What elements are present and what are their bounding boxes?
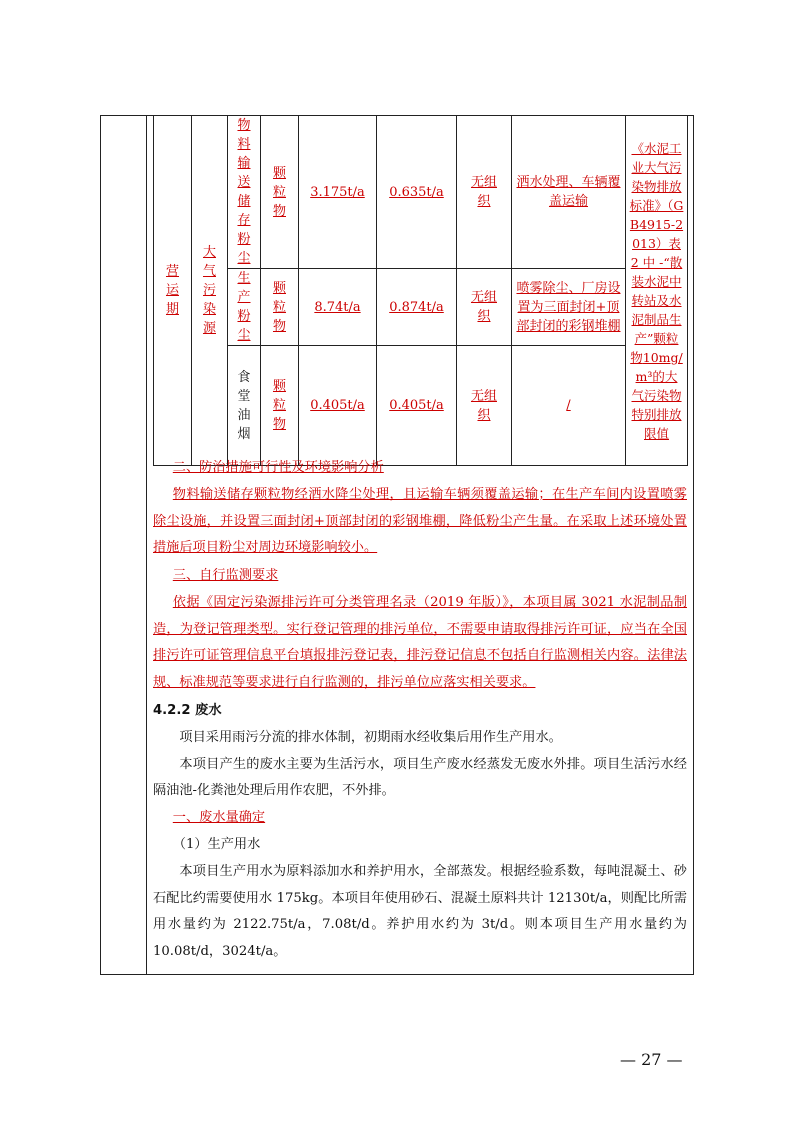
section-body: 依据《固定污染源排污许可分类管理名录（2019 年版）》，本项目属 3021 水泥制品制造，为登记管理类型。实行登记管理的排污单位，不需要申请取得排污许可证，应当在全国排污许可证管理信息平台填报排污登记表，排污登记信息不包括自行监测相关内容。法律法规、标准规范等要求进行自行监测的，排污单位应落实相关要求。	[153, 594, 687, 691]
page-number: — 27 —	[620, 1050, 683, 1069]
period-cell: 营运期	[154, 116, 192, 466]
paragraph: 本项目产生的废水主要为生活污水，项目生产废水经蒸发无废水外排。项目生活污水经隔油池-化粪池处理后用作农肥，不外排。	[153, 756, 687, 799]
standard-limit: 10mg/m³	[635, 349, 683, 384]
row-method: 无组织	[470, 175, 497, 209]
section-title: 三、自行监测要求	[172, 568, 279, 583]
row-method: 无组织	[470, 388, 497, 423]
section-heading: 4.2.2 废水	[153, 703, 222, 718]
wastewater-section	[153, 698, 687, 966]
section-body: 物料输送储存颗粒物经洒水降尘处理，且运输车辆须覆盖运输；在生产车间内设置喷雾除尘设施，并设置三面封闭+顶部封闭的彩钢堆棚，降低粉尘产生量。在采取上述环境处置措施后项目粉尘对周边环境影响较小。	[153, 486, 687, 556]
row-name: 食堂油烟	[237, 369, 251, 442]
row-produced: 3.175t/a	[299, 116, 377, 269]
row-measure: 喷雾除尘、厂房设置为三面封闭+顶部封闭的彩钢堆棚	[512, 269, 626, 346]
row-measure: /	[512, 346, 626, 466]
section-3	[153, 563, 687, 697]
row-emitted: 0.874t/a	[377, 269, 457, 346]
section-2	[153, 455, 687, 562]
paragraph: 本项目生产用水为原料添加水和养护用水，全部蒸发。根据经验系数，每吨混凝土、砂石配比约需要使用水 175kg。本项目年使用砂石、混凝土原料共计 12130t/a，则配比所需用水量约为 2122.75t/a，7.08t/d。养护用水约为 3t/d。则本项目生产用水量约为 10.08t/d，3024t/a。	[153, 863, 687, 960]
row-pollutant: 颗粒物	[272, 165, 286, 219]
emission-table	[153, 115, 688, 466]
standard-text: 《水泥工业大气污染物排放标准》（GB4915-2013）表 2 中 -“散装水泥中转站及水泥制品生产”颗粒物	[629, 140, 684, 365]
standard-cell	[626, 116, 688, 466]
table-row	[154, 116, 688, 269]
row-emitted: 0.635t/a	[377, 116, 457, 269]
subsection-title: 一、废水量确定	[172, 810, 266, 826]
row-method: 无组织	[470, 290, 497, 324]
left-column-divider	[146, 115, 147, 975]
row-pollutant: 颗粒物	[272, 280, 286, 334]
row-produced: 8.74t/a	[299, 269, 377, 346]
table-row	[154, 346, 688, 466]
source-type-cell: 大气污染源	[192, 116, 228, 466]
row-emitted: 0.405t/a	[377, 346, 457, 466]
row-measure: 洒水处理、车辆覆盖运输	[512, 116, 626, 269]
row-name: 物料输送储存粉尘	[237, 118, 251, 266]
paragraph: 项目采用雨污分流的排水体制，初期雨水经收集后用作生产用水。	[179, 729, 562, 745]
table-row	[154, 269, 688, 346]
subsection-title: （1）生产用水	[172, 836, 261, 852]
row-pollutant: 颗粒物	[272, 379, 286, 432]
section-title: 二、防治措施可行性及环境影响分析	[172, 460, 384, 475]
row-name: 生产粉尘	[237, 271, 251, 343]
row-produced: 0.405t/a	[299, 346, 377, 466]
standard-text-2: 的大气污染物特别排放限值	[631, 368, 682, 441]
